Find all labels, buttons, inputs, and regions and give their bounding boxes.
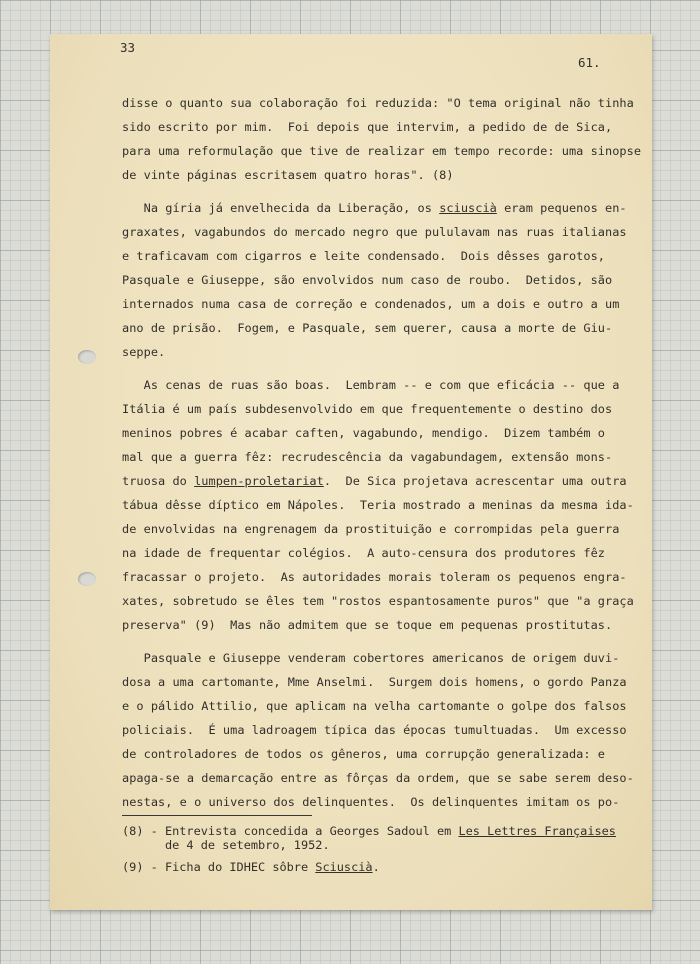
text-line: Itália é um país subdesenvolvido em que frequentemente o destino dos [122,402,613,416]
text-segment: truosa do [122,474,195,488]
text-line: As cenas de ruas são boas. Lembram -- e com que eficácia -- que a [122,378,620,392]
text-line: Pasquale e Giuseppe, são envolvidos num caso de roubo. Detidos, são [122,273,613,287]
text-line: preserva" (9) Mas não admitem que se toque em pequenas prostitutas. [122,618,613,632]
text-segment: Na gíria já envelhecida da Liberação, os [122,201,440,215]
text-line: mal que a guerra fêz: recrudescência da vagabundagem, extensão mons- [122,450,613,464]
text-line: na idade de frequentar colégios. A auto-censura dos produtores fêz [122,546,605,560]
text-line: nestas, e o universo dos delinquentes. Os delinquentes imitam os po- [122,795,620,809]
underlined-title: Les Lettres Françaises [458,824,616,838]
underlined-title: Sciuscià [315,860,373,874]
text-line: e o pálido Attilio, que aplicam na velha cartomante o golpe dos falsos [122,699,627,713]
underlined-term: lumpen-proletariat [194,474,324,488]
text-line: meninos pobres é acabar caften, vagabundo, mendigo. Dizem também o [122,426,605,440]
punch-hole-top [78,350,96,364]
text-segment: eram pequenos en- [496,201,627,215]
footnote-separator [122,815,312,816]
footnote-8 [122,824,616,838]
punch-hole-bottom [78,572,96,586]
footnote-8-continued: de 4 de setembro, 1952. [122,838,330,852]
text-line: de vinte páginas escritasem quatro horas". (8) [122,168,454,182]
text-line: policiais. É uma ladroagem típica das épocas tumultuadas. Um excesso [122,723,627,737]
page-number: 61. [578,55,601,70]
text-line: de envolvidas na engrenagem da prostituição e corrompidas pela guerra [122,522,620,536]
corner-number: 33 [120,40,136,55]
footnote-9 [122,860,380,874]
text-line: disse o quanto sua colaboração foi reduzida: "O tema original não tinha [122,96,634,110]
text-line: dosa a uma cartomante, Mme Anselmi. Surgem dois homens, o gordo Panza [122,675,627,689]
text-line: de controladores de todos os gêneros, uma corrupção generalizada: e [122,747,605,761]
text-line: para uma reformulação que tive de realizar em tempo recorde: uma sinopse [122,144,642,158]
text-segment: (9) - Ficha do IDHEC sôbre [122,860,316,874]
text-line: Pasquale e Giuseppe venderam cobertores americanos de origem duvi- [122,651,620,665]
text-line: tábua dêsse díptico em Nápoles. Teria mostrado a meninas da mesma ida- [122,498,634,512]
text-line [122,474,627,488]
text-line: fracassar o projeto. As autoridades morais toleram os pequenos engra- [122,570,627,584]
text-segment: (8) - Entrevista concedida a Georges Sadoul em [122,824,459,838]
text-line: seppe. [122,345,166,359]
text-line [122,201,627,215]
text-segment: . [372,860,380,874]
text-line: ano de prisão. Fogem, e Pasquale, sem querer, causa a morte de Giu- [122,321,613,335]
text-line: apaga-se a demarcação entre as fôrças da ordem, que se sabe serem deso- [122,771,634,785]
text-segment: . De Sica projetava acrescentar uma outra [323,474,627,488]
typewritten-page [50,34,652,910]
text-line: e traficavam com cigarros e leite condensado. Dois dêsses garotos, [122,249,605,263]
underlined-term: sciuscià [439,201,497,215]
text-line: sido escrito por mim. Foi depois que intervim, a pedido de de Sica, [122,120,613,134]
text-line: graxates, vagabundos do mercado negro que pululavam nas ruas italianas [122,225,627,239]
text-line: xates, sobretudo se êles tem "rostos espantosamente puros" que "a graça [122,594,634,608]
text-line: internados numa casa de correção e condenados, um a dois e outro a um [122,297,620,311]
